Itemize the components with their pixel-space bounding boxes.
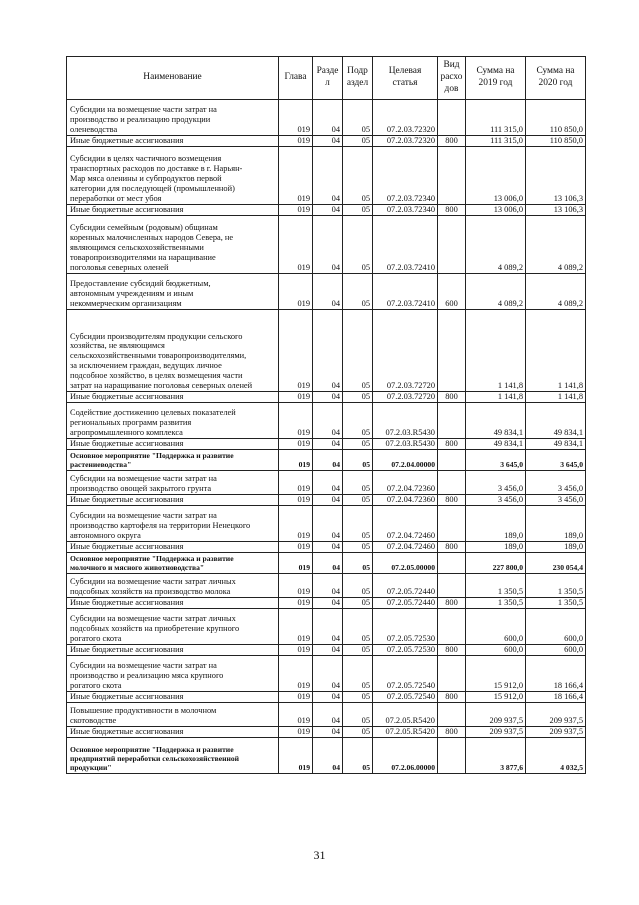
cell-razdel: 04 [313,100,343,136]
cell-sum-2020: 13 106,3 [526,147,586,205]
cell-name: Основное мероприятие "Поддержка и развитие молочного и мясного животноводства" [67,553,279,574]
cell-name: Субсидии на возмещение части затрат на производство овощей закрытого грунта [67,471,279,495]
cell-glava: 019 [279,439,313,450]
cell-razdel: 04 [313,609,343,645]
cell-glava: 019 [279,274,313,310]
table-row [67,645,586,656]
cell-celevaya: 07.2.05.72540 [373,692,438,703]
cell-celevaya: 07.2.03.72340 [373,205,438,216]
cell-vid [438,506,466,542]
table-row [67,553,586,574]
page-number: 31 [313,848,326,862]
cell-sum-2020: 209 937,5 [526,703,586,727]
cell-sum-2020: 18 166,4 [526,656,586,692]
cell-sum-2019: 1 350,5 [466,598,526,609]
cell-sum-2019: 111 315,0 [466,136,526,147]
cell-celevaya: 07.2.03.72320 [373,136,438,147]
cell-razdel: 04 [313,703,343,727]
cell-razdel: 04 [313,645,343,656]
cell-podrazdel: 05 [343,403,373,439]
cell-name: Субсидии в целях частичного возмещения транспортных расходов по доставке в г. Нарьян- Мар мяса оленины и субпродуктов первой категории для последующей (промышленной) переработки от мест убоя [67,147,279,205]
cell-podrazdel: 05 [343,471,373,495]
cell-sum-2020: 1 350,5 [526,598,586,609]
table-row [67,495,586,506]
cell-glava: 019 [279,645,313,656]
cell-glava: 019 [279,506,313,542]
cell-vid [438,100,466,136]
cell-celevaya: 07.2.03.R5430 [373,439,438,450]
cell-vid [438,703,466,727]
cell-vid [438,553,466,574]
cell-name: Иные бюджетные ассигнования [67,542,279,553]
cell-sum-2019: 3 645,0 [466,450,526,471]
cell-razdel: 04 [313,727,343,738]
header-sum-2020: Сумма на 2020 год [526,57,586,100]
table-row [67,506,586,542]
cell-podrazdel: 05 [343,692,373,703]
cell-podrazdel: 05 [343,274,373,310]
cell-razdel: 04 [313,692,343,703]
table-row [67,656,586,692]
cell-vid [438,471,466,495]
cell-glava: 019 [279,738,313,774]
cell-name: Предоставление субсидий бюджетным, автономным учреждениям и иным некоммерческим организациям [67,274,279,310]
cell-sum-2020: 189,0 [526,542,586,553]
cell-sum-2019: 13 006,0 [466,147,526,205]
cell-name: Повышение продуктивности в молочном скотоводстве [67,703,279,727]
cell-celevaya: 07.2.03.R5430 [373,403,438,439]
cell-sum-2019: 111 315,0 [466,100,526,136]
cell-podrazdel: 05 [343,147,373,205]
cell-celevaya: 07.2.04.00000 [373,450,438,471]
cell-sum-2019: 3 456,0 [466,471,526,495]
cell-glava: 019 [279,147,313,205]
cell-vid: 800 [438,727,466,738]
cell-sum-2019: 600,0 [466,645,526,656]
cell-sum-2020: 4 089,2 [526,216,586,274]
cell-razdel: 04 [313,656,343,692]
table-row [67,471,586,495]
table-row [67,205,586,216]
cell-vid [438,450,466,471]
table-row [67,100,586,136]
cell-vid [438,656,466,692]
cell-podrazdel: 05 [343,727,373,738]
header-celevaya: Целевая статья [373,57,438,100]
cell-sum-2020: 3 645,0 [526,450,586,471]
cell-celevaya: 07.2.05.72440 [373,574,438,598]
budget-table [66,56,586,774]
cell-name: Основное мероприятие "Поддержка и развитие предприятий переработки сельскохозяйственной продукции" [67,738,279,774]
cell-razdel: 04 [313,598,343,609]
cell-sum-2020: 4 032,5 [526,738,586,774]
cell-name: Иные бюджетные ассигнования [67,645,279,656]
cell-sum-2019: 189,0 [466,542,526,553]
cell-glava: 019 [279,205,313,216]
cell-vid: 800 [438,542,466,553]
cell-razdel: 04 [313,506,343,542]
cell-vid: 800 [438,495,466,506]
cell-razdel: 04 [313,147,343,205]
cell-podrazdel: 05 [343,703,373,727]
cell-razdel: 04 [313,310,343,392]
cell-razdel: 04 [313,553,343,574]
cell-glava: 019 [279,403,313,439]
cell-podrazdel: 05 [343,450,373,471]
cell-vid: 800 [438,692,466,703]
cell-name: Содействие достижению целевых показателей региональных программ развития агропромышленного комплекса [67,403,279,439]
cell-sum-2020: 3 456,0 [526,495,586,506]
cell-podrazdel: 05 [343,656,373,692]
cell-sum-2019: 4 089,2 [466,274,526,310]
table-row [67,692,586,703]
header-vid: Вид расхо дов [438,57,466,100]
cell-name: Иные бюджетные ассигнования [67,495,279,506]
cell-sum-2020: 1 141,8 [526,310,586,392]
cell-sum-2019: 49 834,1 [466,439,526,450]
table-row [67,136,586,147]
cell-name: Иные бюджетные ассигнования [67,598,279,609]
table-row [67,439,586,450]
table-row [67,403,586,439]
cell-celevaya: 07.2.03.72320 [373,100,438,136]
cell-name: Иные бюджетные ассигнования [67,205,279,216]
cell-glava: 019 [279,136,313,147]
cell-glava: 019 [279,553,313,574]
cell-celevaya: 07.2.05.R5420 [373,727,438,738]
cell-razdel: 04 [313,495,343,506]
cell-podrazdel: 05 [343,310,373,392]
cell-razdel: 04 [313,403,343,439]
cell-podrazdel: 05 [343,542,373,553]
cell-sum-2020: 18 166,4 [526,692,586,703]
cell-sum-2019: 13 006,0 [466,205,526,216]
cell-sum-2020: 49 834,1 [526,403,586,439]
cell-sum-2019: 209 937,5 [466,727,526,738]
table-row [67,216,586,274]
table-row [67,450,586,471]
cell-glava: 019 [279,727,313,738]
cell-sum-2020: 1 350,5 [526,574,586,598]
cell-celevaya: 07.2.04.72360 [373,495,438,506]
cell-podrazdel: 05 [343,392,373,403]
cell-razdel: 04 [313,471,343,495]
table-row [67,310,586,392]
cell-celevaya: 07.2.03.72340 [373,147,438,205]
cell-glava: 019 [279,656,313,692]
cell-sum-2020: 13 106,3 [526,205,586,216]
cell-name: Субсидии семейным (родовым) общинам коренных малочисленных народов Севера, не являющимся сельскохозяйственными товаропроизводителями на наращивание поголовья северных оленей [67,216,279,274]
cell-podrazdel: 05 [343,598,373,609]
cell-glava: 019 [279,495,313,506]
cell-sum-2019: 4 089,2 [466,216,526,274]
cell-razdel: 04 [313,205,343,216]
header-sum-2019: Сумма на 2019 год [466,57,526,100]
cell-celevaya: 07.2.05.72540 [373,656,438,692]
cell-glava: 019 [279,216,313,274]
table-row [67,392,586,403]
cell-podrazdel: 05 [343,216,373,274]
cell-razdel: 04 [313,136,343,147]
cell-sum-2019: 189,0 [466,506,526,542]
cell-sum-2019: 209 937,5 [466,703,526,727]
cell-podrazdel: 05 [343,645,373,656]
table-row [67,574,586,598]
cell-celevaya: 07.2.03.72720 [373,310,438,392]
table-row [67,609,586,645]
cell-celevaya: 07.2.04.72460 [373,506,438,542]
cell-vid [438,609,466,645]
cell-razdel: 04 [313,216,343,274]
cell-sum-2020: 110 850,0 [526,136,586,147]
cell-podrazdel: 05 [343,553,373,574]
table-row [67,542,586,553]
cell-name: Иные бюджетные ассигнования [67,692,279,703]
cell-podrazdel: 05 [343,738,373,774]
cell-celevaya: 07.2.03.72720 [373,392,438,403]
cell-vid: 800 [438,136,466,147]
cell-sum-2019: 1 141,8 [466,310,526,392]
cell-razdel: 04 [313,574,343,598]
cell-sum-2020: 209 937,5 [526,727,586,738]
cell-vid: 800 [438,392,466,403]
table-header-row [67,57,586,100]
table-body [67,100,586,774]
cell-celevaya: 07.2.05.00000 [373,553,438,574]
cell-podrazdel: 05 [343,495,373,506]
cell-podrazdel: 05 [343,506,373,542]
cell-sum-2020: 189,0 [526,506,586,542]
cell-sum-2019: 1 350,5 [466,574,526,598]
header-razdel: Разде л [313,57,343,100]
cell-sum-2020: 49 834,1 [526,439,586,450]
cell-name: Иные бюджетные ассигнования [67,392,279,403]
cell-sum-2020: 4 089,2 [526,274,586,310]
cell-glava: 019 [279,450,313,471]
cell-name: Субсидии производителям продукции сельского хозяйства, не являющимся сельскохозяйственными товаропроизводителями, за исключением граждан, ведущих личное подсобное хозяйство, в целях возмещения части затрат на наращивание поголовья северных оленей [67,310,279,392]
table-row [67,598,586,609]
cell-razdel: 04 [313,450,343,471]
cell-glava: 019 [279,574,313,598]
header-name: Наименование [67,57,279,100]
cell-glava: 019 [279,703,313,727]
cell-vid [438,403,466,439]
header-podrazdel: Подр аздел [343,57,373,100]
cell-vid [438,310,466,392]
cell-name: Субсидии на возмещение части затрат личных подсобных хозяйств на приобретение крупного рогатого скота [67,609,279,645]
cell-name: Иные бюджетные ассигнования [67,727,279,738]
cell-celevaya: 07.2.03.72410 [373,274,438,310]
cell-name: Субсидии на возмещение части затрат на производство и реализацию продукции оленеводства [67,100,279,136]
cell-celevaya: 07.2.05.72530 [373,645,438,656]
cell-vid [438,738,466,774]
cell-sum-2020: 1 141,8 [526,392,586,403]
cell-glava: 019 [279,692,313,703]
cell-celevaya: 07.2.03.72410 [373,216,438,274]
cell-sum-2019: 227 800,0 [466,553,526,574]
cell-razdel: 04 [313,542,343,553]
cell-sum-2020: 600,0 [526,609,586,645]
cell-vid [438,147,466,205]
cell-celevaya: 07.2.04.72460 [373,542,438,553]
cell-vid: 800 [438,205,466,216]
cell-podrazdel: 05 [343,574,373,598]
cell-celevaya: 07.2.05.R5420 [373,703,438,727]
cell-name: Субсидии на возмещение части затрат на производство картофеля на территории Ненецкого автономного округа [67,506,279,542]
cell-celevaya: 07.2.05.72530 [373,609,438,645]
cell-glava: 019 [279,598,313,609]
cell-podrazdel: 05 [343,136,373,147]
table-row [67,274,586,310]
cell-sum-2020: 230 054,4 [526,553,586,574]
cell-vid [438,574,466,598]
cell-razdel: 04 [313,738,343,774]
table-row [67,703,586,727]
cell-sum-2019: 3 877,6 [466,738,526,774]
cell-vid: 800 [438,598,466,609]
cell-vid: 800 [438,645,466,656]
cell-glava: 019 [279,542,313,553]
cell-name: Основное мероприятие "Поддержка и развитие растениеводства" [67,450,279,471]
cell-podrazdel: 05 [343,205,373,216]
cell-celevaya: 07.2.05.72440 [373,598,438,609]
cell-razdel: 04 [313,392,343,403]
cell-celevaya: 07.2.06.00000 [373,738,438,774]
cell-razdel: 04 [313,274,343,310]
cell-podrazdel: 05 [343,439,373,450]
table-row [67,147,586,205]
cell-sum-2019: 1 141,8 [466,392,526,403]
cell-sum-2019: 600,0 [466,609,526,645]
cell-glava: 019 [279,392,313,403]
cell-podrazdel: 05 [343,100,373,136]
cell-sum-2020: 600,0 [526,645,586,656]
cell-razdel: 04 [313,439,343,450]
cell-glava: 019 [279,609,313,645]
cell-sum-2019: 49 834,1 [466,403,526,439]
cell-vid: 600 [438,274,466,310]
cell-sum-2019: 15 912,0 [466,656,526,692]
cell-vid: 800 [438,439,466,450]
header-glava: Глава [279,57,313,100]
cell-podrazdel: 05 [343,609,373,645]
cell-sum-2020: 3 456,0 [526,471,586,495]
cell-name: Субсидии на возмещение части затрат на производство и реализацию мяса крупного рогатого скота [67,656,279,692]
cell-name: Иные бюджетные ассигнования [67,439,279,450]
cell-vid [438,216,466,274]
cell-celevaya: 07.2.04.72360 [373,471,438,495]
cell-name: Субсидии на возмещение части затрат личных подсобных хозяйств на производство молока [67,574,279,598]
cell-glava: 019 [279,471,313,495]
table-row [67,738,586,774]
cell-sum-2020: 110 850,0 [526,100,586,136]
cell-sum-2019: 15 912,0 [466,692,526,703]
table-row [67,727,586,738]
cell-sum-2019: 3 456,0 [466,495,526,506]
cell-glava: 019 [279,310,313,392]
cell-name: Иные бюджетные ассигнования [67,136,279,147]
cell-glava: 019 [279,100,313,136]
